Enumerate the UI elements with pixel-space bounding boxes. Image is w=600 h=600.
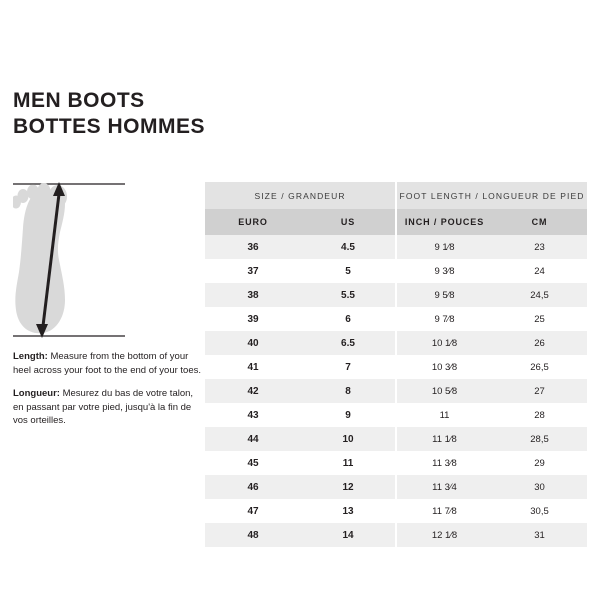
table-row: [205, 235, 587, 259]
page-title: [13, 88, 205, 140]
note-fr-label: Longueur:: [13, 388, 60, 399]
foot-icon: [13, 180, 193, 340]
cell-euro: 45: [205, 451, 301, 475]
table-row: [205, 283, 587, 307]
table-row: [205, 355, 587, 379]
cell-euro: 36: [205, 235, 301, 259]
cell-us: 6: [301, 307, 396, 331]
column-header-us: US: [301, 209, 396, 235]
cell-cm: 27: [492, 379, 587, 403]
cell-euro: 47: [205, 499, 301, 523]
cell-euro: 46: [205, 475, 301, 499]
table-header-row: [205, 209, 587, 235]
cell-cm: 24: [492, 259, 587, 283]
cell-inch: 9 5⁄8: [396, 283, 492, 307]
cell-euro: 44: [205, 427, 301, 451]
column-header-inch: INCH / POUCES: [396, 209, 492, 235]
foot-illustration-block: [13, 180, 193, 340]
cell-euro: 40: [205, 331, 301, 355]
note-en-label: Length:: [13, 351, 48, 362]
size-table-body: [205, 235, 587, 547]
cell-us: 5: [301, 259, 396, 283]
group-header-size: SIZE / GRANDEUR: [205, 182, 396, 209]
table-group-header-row: [205, 182, 587, 209]
table-row: [205, 451, 587, 475]
column-header-euro: EURO: [205, 209, 301, 235]
size-table: [205, 182, 587, 547]
measurement-notes: [13, 350, 203, 438]
cell-inch: 11 7⁄8: [396, 499, 492, 523]
cell-inch: 11 3⁄8: [396, 451, 492, 475]
cell-inch: 9 7⁄8: [396, 307, 492, 331]
cell-cm: 28,5: [492, 427, 587, 451]
cell-us: 13: [301, 499, 396, 523]
table-row: [205, 331, 587, 355]
note-en-text: Measure from the bottom of your heel across your foot to the end of your toes.: [13, 351, 202, 376]
cell-cm: 29: [492, 451, 587, 475]
table-row: [205, 379, 587, 403]
note-en: [13, 350, 203, 377]
table-row: [205, 259, 587, 283]
cell-inch: 9 3⁄8: [396, 259, 492, 283]
cell-us: 12: [301, 475, 396, 499]
cell-us: 5.5: [301, 283, 396, 307]
cell-euro: 39: [205, 307, 301, 331]
cell-inch: 11: [396, 403, 492, 427]
table-row: [205, 523, 587, 547]
title-en: MEN BOOTS: [13, 89, 145, 112]
cell-inch: 12 1⁄8: [396, 523, 492, 547]
cell-euro: 41: [205, 355, 301, 379]
column-header-cm: CM: [492, 209, 587, 235]
cell-cm: 23: [492, 235, 587, 259]
cell-euro: 42: [205, 379, 301, 403]
cell-us: 14: [301, 523, 396, 547]
table-row: [205, 427, 587, 451]
note-fr-text: Mesurez du bas de votre talon, en passant par votre pied, jusqu'à la fin de vos orteilles.: [13, 388, 194, 426]
cell-euro: 43: [205, 403, 301, 427]
note-fr: [13, 387, 203, 428]
cell-cm: 26: [492, 331, 587, 355]
foot-measure-diagram: [13, 180, 193, 340]
cell-us: 7: [301, 355, 396, 379]
size-table-wrap: [205, 182, 587, 547]
cell-us: 11: [301, 451, 396, 475]
cell-cm: 28: [492, 403, 587, 427]
cell-euro: 37: [205, 259, 301, 283]
table-row: [205, 307, 587, 331]
cell-cm: 30,5: [492, 499, 587, 523]
cell-inch: 10 1⁄8: [396, 331, 492, 355]
cell-euro: 38: [205, 283, 301, 307]
cell-inch: 11 1⁄8: [396, 427, 492, 451]
cell-euro: 48: [205, 523, 301, 547]
foot-silhouette: [13, 183, 68, 334]
cell-cm: 26,5: [492, 355, 587, 379]
group-header-foot-length: FOOT LENGTH / LONGUEUR DE PIED: [396, 182, 587, 209]
cell-inch: 10 3⁄8: [396, 355, 492, 379]
title-fr: BOTTES HOMMES: [13, 115, 206, 138]
table-row: [205, 475, 587, 499]
cell-cm: 24,5: [492, 283, 587, 307]
cell-us: 4.5: [301, 235, 396, 259]
cell-us: 8: [301, 379, 396, 403]
cell-inch: 10 5⁄8: [396, 379, 492, 403]
table-row: [205, 403, 587, 427]
cell-cm: 25: [492, 307, 587, 331]
cell-us: 10: [301, 427, 396, 451]
table-row: [205, 499, 587, 523]
cell-us: 6.5: [301, 331, 396, 355]
cell-us: 9: [301, 403, 396, 427]
cell-cm: 30: [492, 475, 587, 499]
cell-inch: 9 1⁄8: [396, 235, 492, 259]
cell-cm: 31: [492, 523, 587, 547]
cell-inch: 11 3⁄4: [396, 475, 492, 499]
